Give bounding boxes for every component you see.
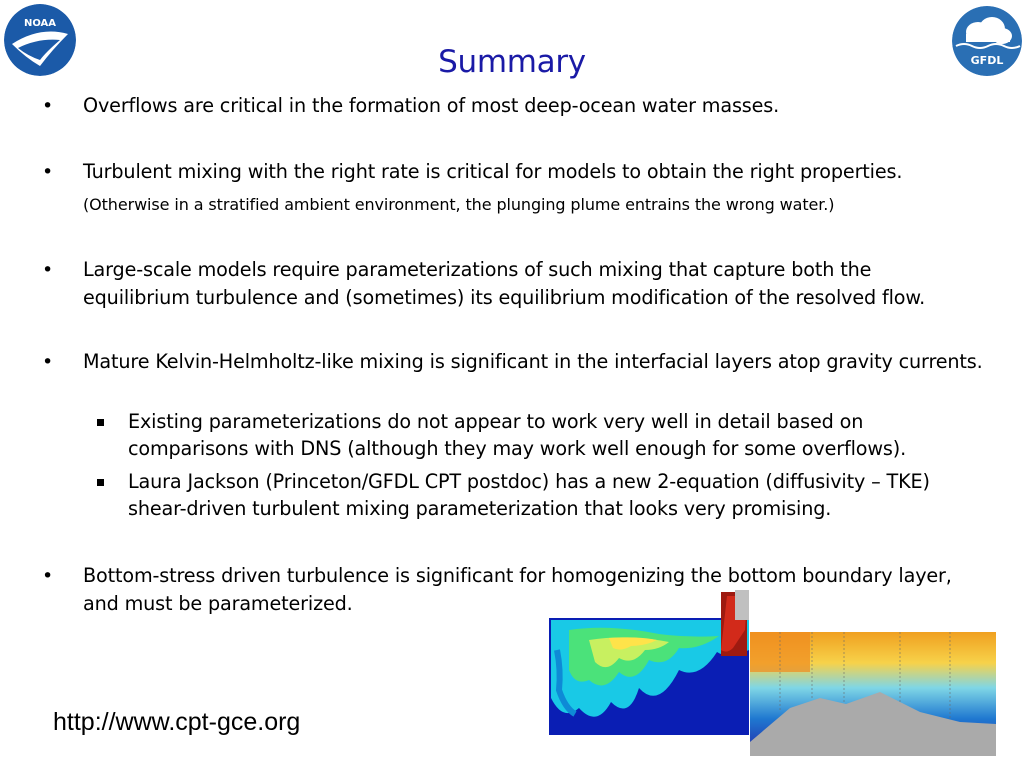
bullet-marker: • xyxy=(42,351,54,373)
sub-bullet-marker xyxy=(97,479,104,486)
bullet-text: Bottom-stress driven turbulence is significant for homogenizing the bottom boundary layer, and must be parameterized. xyxy=(83,564,952,615)
sub-bullet-marker xyxy=(97,419,104,426)
sub-bullet-text: Laura Jackson (Princeton/GFDL CPT postdoc) has a new 2-equation (diffusivity – TKE) shear-driven turbulent mixing parameterization that looks very promising. xyxy=(128,470,930,520)
footer-url[interactable]: http://www.cpt-gce.org xyxy=(53,708,301,736)
bullet-text: Large-scale models require parameterizations of such mixing that capture both the equilibrium turbulence and (sometimes) its equilibrium modification of the resolved flow. xyxy=(83,258,926,309)
bullet-text: Turbulent mixing with the right rate is critical for models to obtain the right properties. xyxy=(83,160,903,183)
noaa-logo-text: NOAA xyxy=(23,18,57,29)
gfdl-logo-text: GFDL xyxy=(970,54,1004,67)
slide-title: Summary xyxy=(438,44,586,80)
bullet-marker: • xyxy=(42,95,54,117)
bullet-marker: • xyxy=(42,259,54,281)
bullet-marker: • xyxy=(42,565,54,587)
bullet-marker: • xyxy=(42,161,54,183)
bullet-text: Mature Kelvin-Helmholtz-like mixing is significant in the interfacial layers atop gravity currents. xyxy=(83,350,983,373)
bullet-note: (Otherwise in a stratified ambient environment, the plunging plume entrains the wrong water.) xyxy=(83,195,835,214)
sub-bullet-text: Existing parameterizations do not appear to work very well in detail based on comparisons with DNS (although they may work well enough for some overflows). xyxy=(128,410,907,460)
bullet-text: Overflows are critical in the formation of most deep-ocean water masses. xyxy=(83,94,780,117)
plume-simulation-image xyxy=(549,590,777,735)
model-section-image xyxy=(750,632,996,756)
